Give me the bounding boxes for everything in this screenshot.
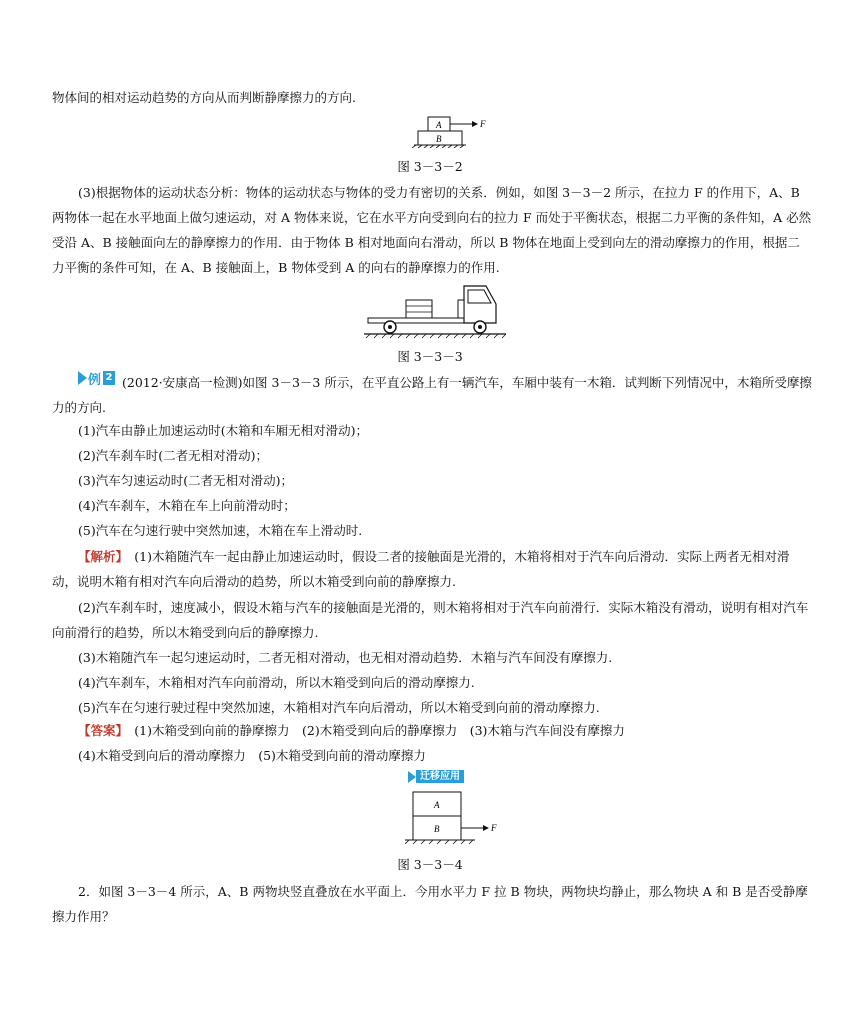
example-badge-label: 例 <box>88 372 102 388</box>
paragraph-3: (3)根据物体的运动状态分析：物体的运动状态与物体的受力有密切的关系．例如，如图 3－3－2 所示，在拉力 F 的作用下，A、B 两物体一起在水平地面上做匀速运动，对 A 物体来说，它在水平方向受到向右的拉力 F 而处于平衡状态，根据二力平衡的条件知，A 必然受沿 A、B 接触面向左的静摩擦力的作用．由于物体 B 相对地面向右滑动，所以 B 物体在地面上受到向左的滑动摩擦力的作用，根据二力平衡的条件可知，在 A、B 接触面上，B 物体受到 A 的向右的静摩擦力的作用. <box>52 185 812 275</box>
figure-3-3-4 <box>405 788 501 844</box>
application-badge-label: 迁移应用 <box>416 770 464 783</box>
answer-label: 【答案】 <box>78 723 122 738</box>
fig4-label-a: A <box>434 800 440 810</box>
analysis-line-3: (3)木箱随汽车一起匀速运动时，二者无相对滑动，也无相对滑动趋势．木箱与汽车间没有摩擦力. <box>78 650 613 665</box>
caption-fig-3-3-3: 图 3－3－3 <box>397 349 463 364</box>
analysis-line-4: (4)汽车刹车，木箱相对汽车向前滑动，所以木箱受到向后的滑动摩擦力. <box>78 675 475 690</box>
fig4-label-b: B <box>434 824 440 834</box>
analysis-label: 【解析】 <box>78 549 122 564</box>
play-arrow-icon <box>408 771 416 783</box>
example-item-5: (5)汽车在匀速行驶中突然加速，木箱在车上滑动时. <box>78 523 363 538</box>
analysis-line-1 <box>52 544 812 594</box>
example-stem-text: 如图 3－3－3 所示，在平直公路上有一辆汽车，车厢中装有一木箱．试判断下列情况中，木箱所受摩擦力的方向. <box>52 375 812 415</box>
figure-3-3-2 <box>410 108 490 148</box>
fig2-label-b: B <box>436 134 442 144</box>
fig2-label-f: F <box>480 119 486 129</box>
example-item-4: (4)汽车刹车，木箱在车上向前滑动时； <box>78 498 296 513</box>
paragraph-intro: 物体间的相对运动趋势的方向从而判断静摩擦力的方向. <box>52 90 356 105</box>
example-stem <box>52 370 812 420</box>
example-item-3: (3)汽车匀速运动时(二者无相对滑动)； <box>78 473 293 488</box>
answer-text-1: (1)木箱受到向前的静摩擦力 (2)木箱受到向后的静摩擦力 (3)木箱与汽车间没有摩擦力 <box>134 723 625 738</box>
answer-line-2: (4)木箱受到向后的滑动摩擦力 (5)木箱受到向前的滑动摩擦力 <box>78 748 426 763</box>
fig4-label-f: F <box>491 823 497 833</box>
figure-3-3-3-truck <box>362 280 508 340</box>
analysis-line-5: (5)汽车在匀速行驶过程中突然加速，木箱相对汽车向后滑动，所以木箱受到向前的滑动摩擦力. <box>78 700 600 715</box>
caption-fig-3-3-4: 图 3－3－4 <box>397 857 463 872</box>
example-item-2: (2)汽车刹车时(二者无相对滑动)； <box>78 448 268 463</box>
caption-fig-3-3-2: 图 3－3－2 <box>397 159 463 174</box>
example-source: (2012·安康高一检测) <box>122 375 243 390</box>
example-item-1: (1)汽车由静止加速运动时(木箱和车厢无相对滑动)； <box>78 423 368 438</box>
answer-line-1 <box>52 718 812 743</box>
analysis-line-2: (2)汽车刹车时，速度减小，假设木箱与汽车的接触面是光滑的，则木箱将相对于汽车向前滑行．实际木箱没有滑动，说明有相对汽车向前滑行的趋势，所以木箱受到向后的静摩擦力. <box>52 600 809 640</box>
fig2-label-a: A <box>436 120 442 130</box>
analysis-text-1: (1)木箱随汽车一起由静止加速运动时，假设二者的接触面是光滑的，木箱将相对于汽车向后滑动．实际上两者无相对滑动，说明木箱有相对汽车向后滑动的趋势，所以木箱受到向前的静摩擦力. <box>52 549 790 589</box>
application-badge <box>408 770 464 783</box>
example-badge-number: 2 <box>103 371 115 385</box>
question-2: 2．如图 3－3－4 所示，A、B 两物块竖直叠放在水平面上．今用水平力 F 拉 B 物块，两物块均静止，那么物块 A 和 B 是否受静摩擦力作用？ <box>52 884 808 924</box>
